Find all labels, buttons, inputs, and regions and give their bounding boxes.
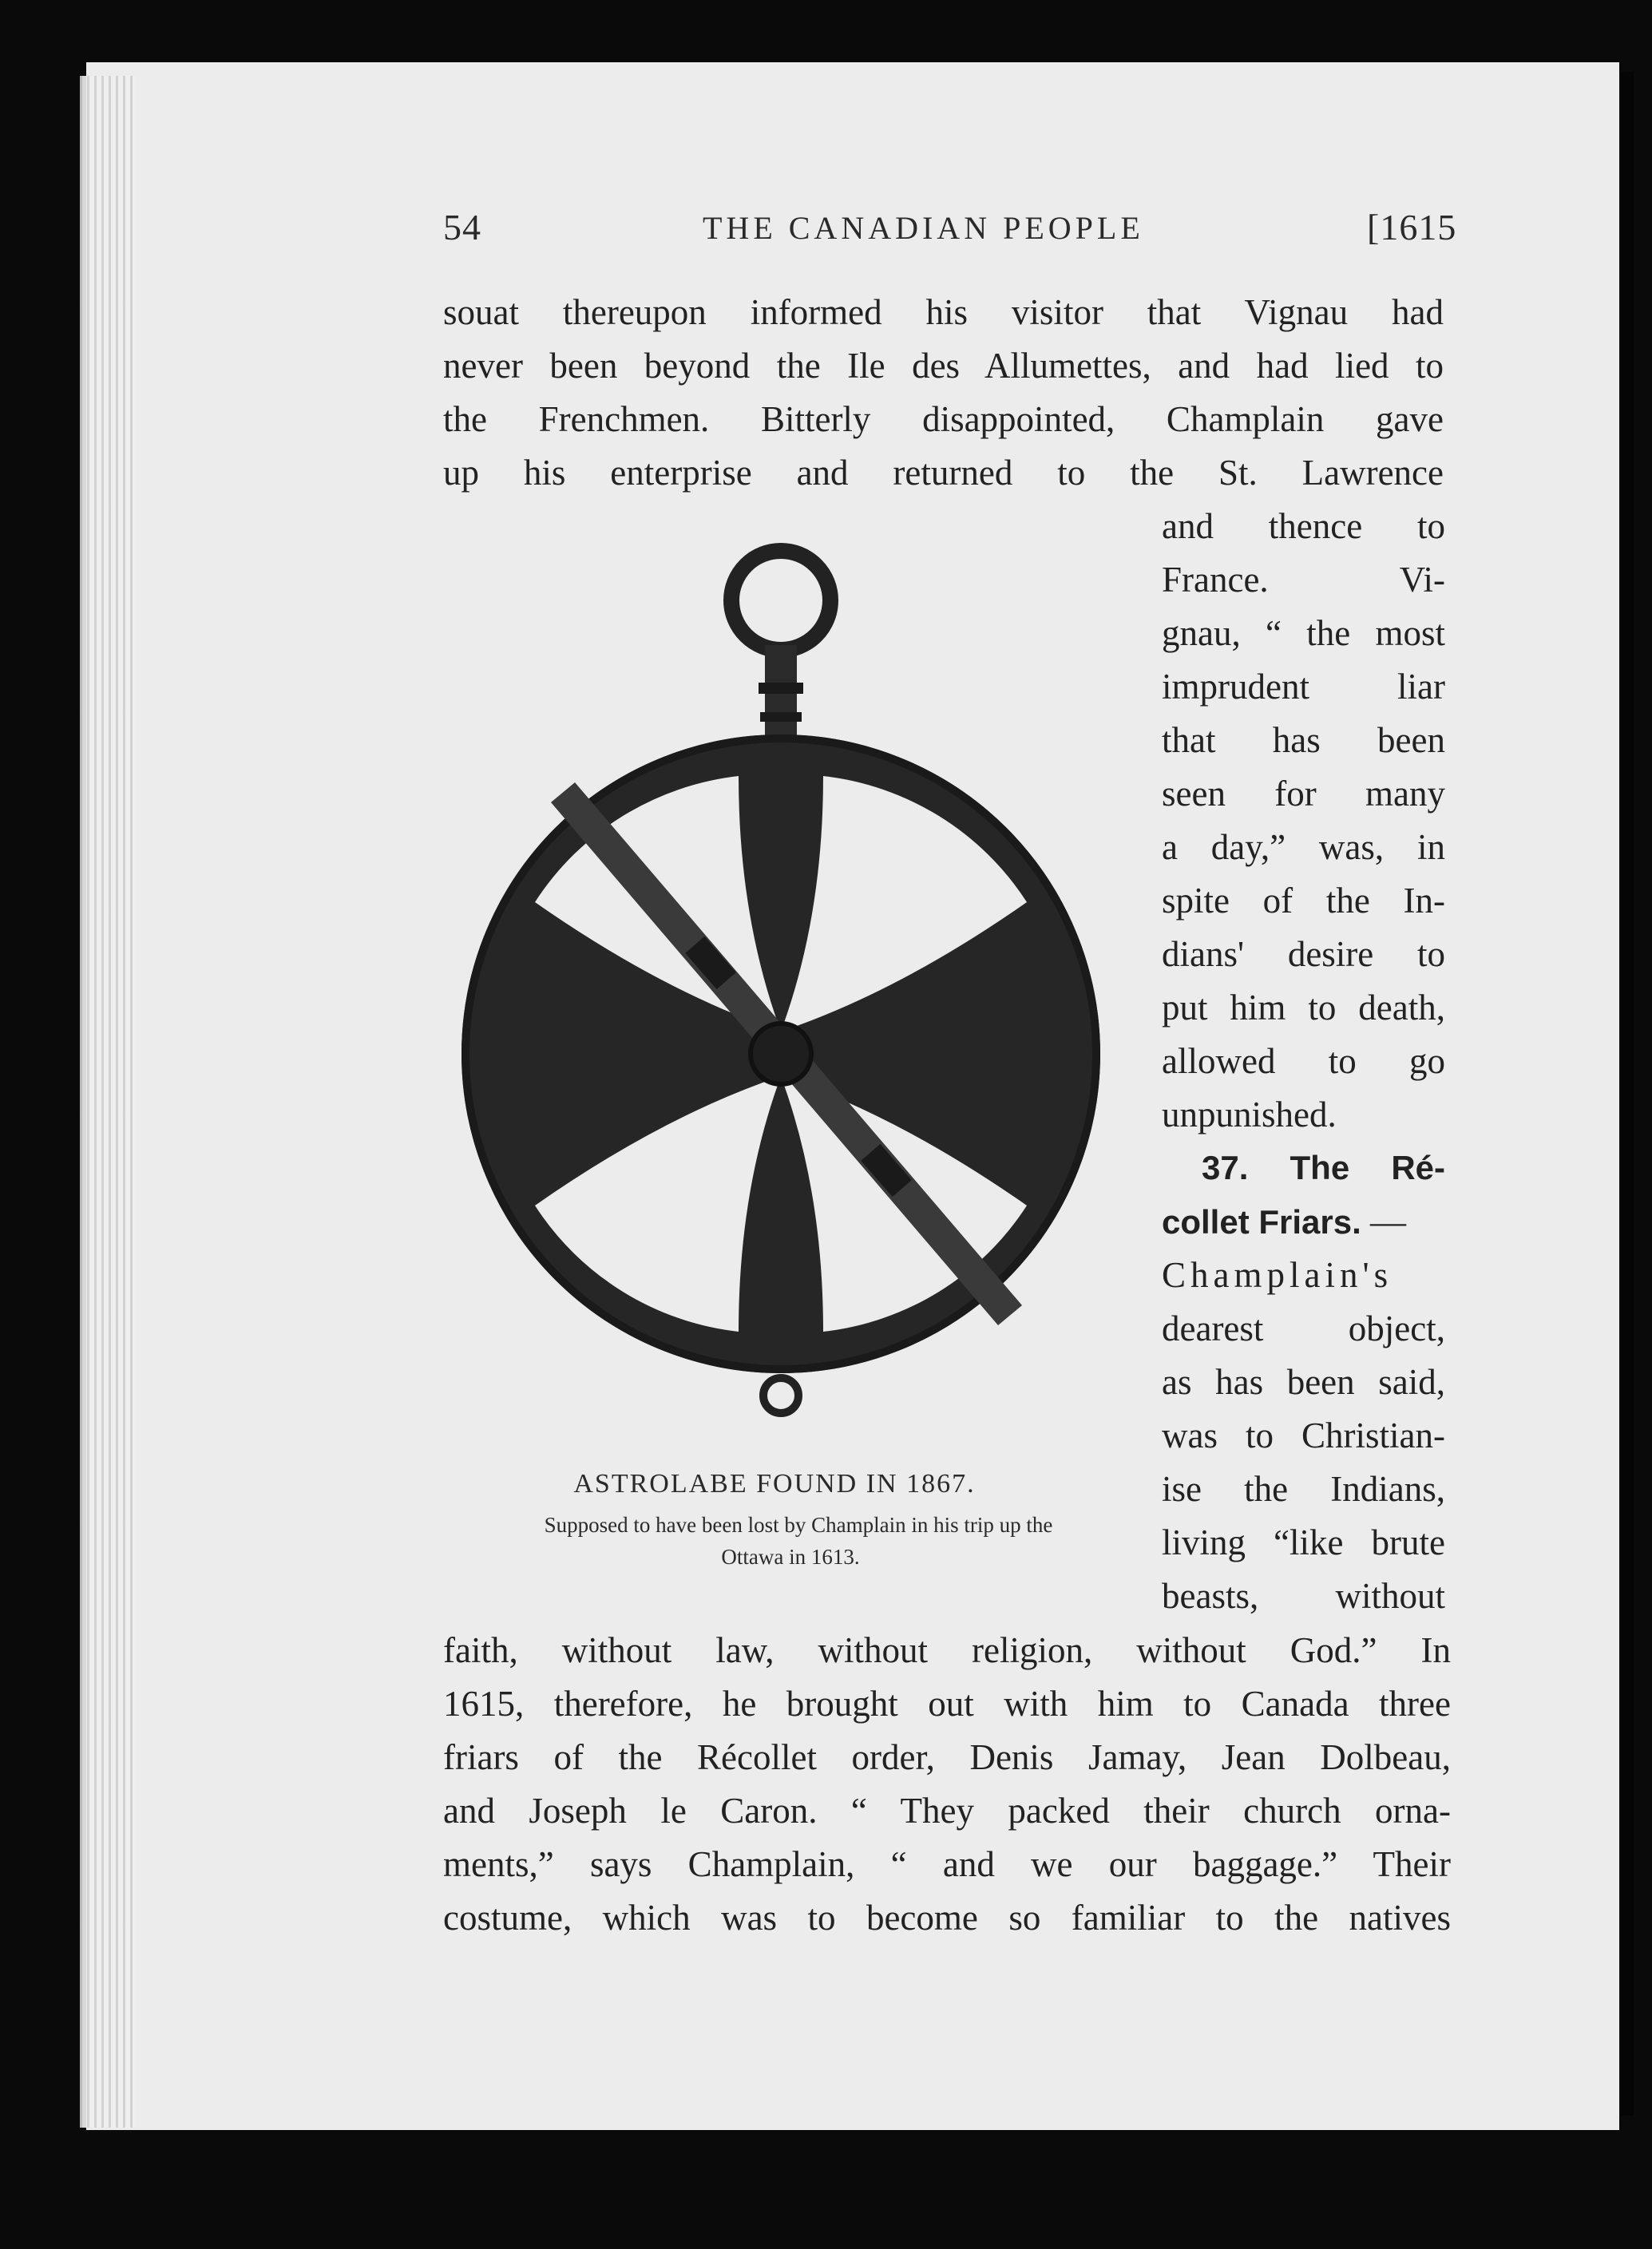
section-line: living “like brute xyxy=(1162,1522,1445,1562)
body-line: souat thereupon informed his visitor that Vignau had xyxy=(443,292,1444,332)
body-line: never been beyond the Ile des Allumettes, and had lied to xyxy=(443,346,1444,386)
section-title-part-1: The Ré- xyxy=(1290,1149,1446,1186)
side-line: seen for many xyxy=(1162,774,1445,814)
section-title-part-2: collet Friars. xyxy=(1162,1203,1361,1241)
body-line: up his enterprise and returned to the St. Lawrence xyxy=(443,453,1444,493)
side-line: gnau, “ the most xyxy=(1162,613,1445,653)
side-line: spite of the In- xyxy=(1162,881,1445,921)
side-line: that has been xyxy=(1162,720,1445,760)
section-line: was to Christian- xyxy=(1162,1416,1445,1455)
astrolabe-ring-handle xyxy=(731,551,830,749)
section-heading-line-2 xyxy=(1162,1197,1406,1246)
tail-line: costume, which was to become so familiar to the natives xyxy=(443,1898,1451,1938)
side-line: imprudent liar xyxy=(1162,667,1445,707)
figure-caption-title: ASTROLABE FOUND IN 1867. xyxy=(573,1469,976,1499)
figure-caption-note: Ottawa in 1613. xyxy=(721,1545,860,1569)
tail-line: and Joseph le Caron. “ They packed their church orna- xyxy=(443,1791,1451,1831)
side-line: put him to death, xyxy=(1162,988,1445,1027)
section-heading-line-1 xyxy=(1202,1143,1445,1193)
tail-line: faith, without law, without religion, without God.” In xyxy=(443,1630,1451,1670)
tail-line: 1615, therefore, he brought out with him to Canada three xyxy=(443,1684,1451,1724)
page-edges xyxy=(80,76,136,2128)
astrolabe-bottom-loop xyxy=(763,1378,798,1413)
tail-line: ments,” says Champlain, “ and we our baggage.” Their xyxy=(443,1844,1451,1884)
gutter-shadow xyxy=(1621,72,1634,2116)
page-number: 54 xyxy=(443,207,481,247)
side-line: unpunished. xyxy=(1162,1095,1337,1134)
body-line: the Frenchmen. Bitterly disappointed, Champlain gave xyxy=(443,399,1444,439)
section-line: beasts, without xyxy=(1162,1576,1445,1616)
section-line: Champlain's xyxy=(1162,1255,1393,1295)
side-line: allowed to go xyxy=(1162,1041,1445,1081)
side-line: dians' desire to xyxy=(1162,934,1445,974)
section-line: dearest object, xyxy=(1162,1309,1445,1348)
section-number: 37. xyxy=(1202,1149,1249,1186)
figure-caption-note: Supposed to have been lost by Champlain in his trip up the xyxy=(544,1513,1053,1537)
side-line: a day,” was, in xyxy=(1162,827,1445,867)
side-line: and thence to xyxy=(1162,506,1445,546)
header-year: [1615 xyxy=(1367,207,1457,247)
section-dash: — xyxy=(1361,1202,1407,1241)
running-head: THE CANADIAN PEOPLE xyxy=(703,210,1144,246)
section-line: ise the Indians, xyxy=(1162,1469,1445,1509)
section-line: as has been said, xyxy=(1162,1362,1445,1402)
astrolabe-illustration xyxy=(447,527,1102,1473)
side-line: France. Vi- xyxy=(1162,560,1445,600)
tail-line: friars of the Récollet order, Denis Jamay, Jean Dolbeau, xyxy=(443,1737,1451,1777)
